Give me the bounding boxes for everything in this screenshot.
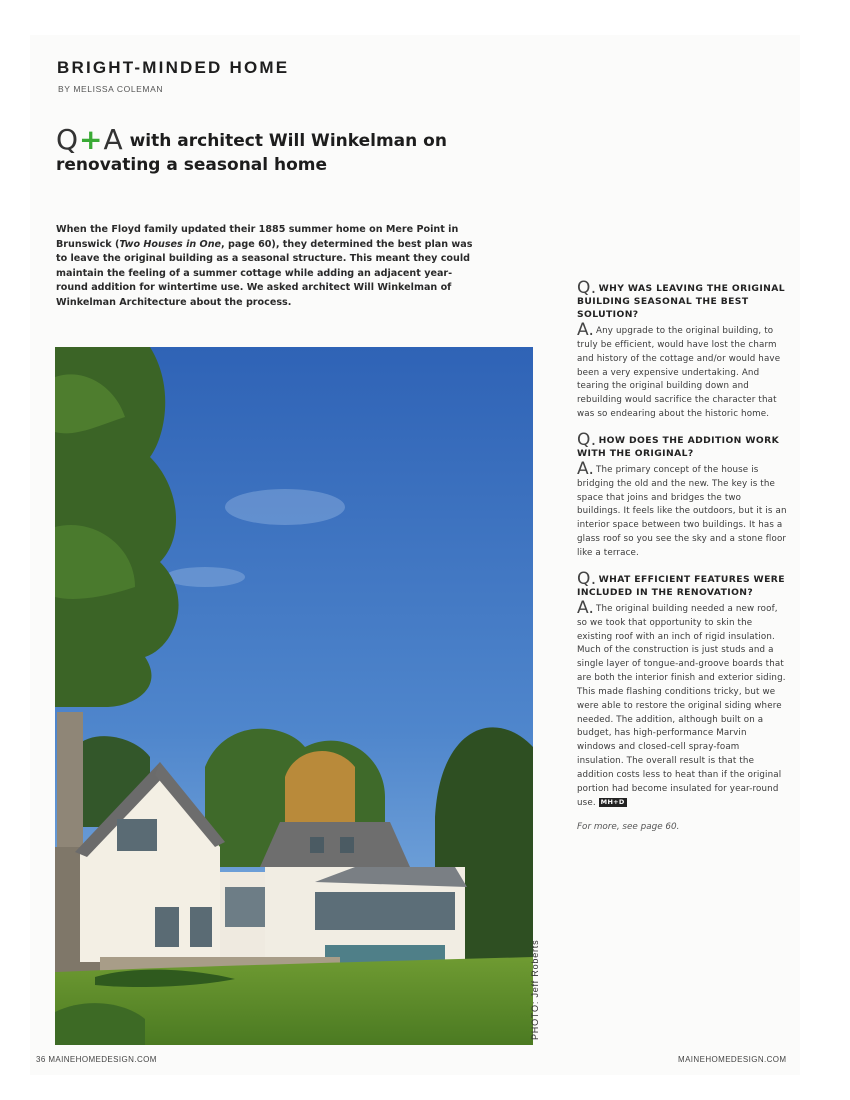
feature-title: [56, 123, 476, 177]
q-mark: Q.: [577, 568, 597, 589]
question-2: [577, 429, 787, 460]
qa-sidebar: [577, 278, 787, 833]
a-mark: A.: [577, 458, 595, 479]
question-3: [577, 568, 787, 599]
house-photo: [55, 347, 533, 1045]
see-more-note: For more, see page 60.: [577, 822, 680, 833]
question-3-text: WHAT EFFICIENT FEATURES WERE INCLUDED IN THE RENOVATION?: [577, 573, 785, 598]
section-title: BRIGHT-MINDED HOME: [57, 58, 290, 77]
answer-1: [577, 320, 787, 422]
photo-credit: PHOTO: Jeff Roberts: [530, 939, 540, 1040]
qa-logo: [56, 123, 124, 156]
answer-2-text: The primary concept of the house is bridging the old and the new. The key is the space that joins and bridges the two buildings. It feels like the outdoors, but it is an interior space between two buildings. It has a glass roof so you see the sky and a stone floor like a terrace.: [577, 464, 787, 558]
answer-2: [577, 458, 787, 561]
end-mark-badge: MH+D: [600, 797, 625, 806]
q-mark: Q.: [577, 429, 597, 450]
intro-text-1: When the Floyd family updated their 1885 summer home on Mere Point in Brunswick (: [56, 224, 459, 250]
question-1: [577, 278, 787, 321]
footer-page-number: 36 MAINEHOMEDESIGN.COM: [36, 1055, 157, 1064]
intro-paragraph: [56, 223, 482, 310]
intro-text-2: , page 60), they determined the best plan was to leave the original building as a seasonal structure. This meant they could maintain the feeling of a summer cottage while adding an adjacent year-round addition for wintertime use. We asked architect Will Winkelman of Winkelman Architecture about the process.: [56, 238, 473, 308]
a-mark: A.: [577, 597, 595, 618]
qa-logo-q: Q: [56, 123, 80, 156]
footer-website: MAINEHOMEDESIGN.COM: [678, 1055, 787, 1064]
feature-title-line1: with architect Will Winkelman on: [123, 131, 447, 151]
answer-1-text: Any upgrade to the original building, to truly be efficient, would have lost the charm and history of the cottage and/or would have been a very expensive undertaking. And tearing the original building down and rebuilding would sacrifice the character that was so endearing about the historic home.: [577, 326, 781, 420]
q-mark: Q.: [577, 278, 597, 298]
intro-italic-title: Two Houses in One: [119, 238, 222, 250]
question-1-text: WHY WAS LEAVING THE ORIGINAL BUILDING SEASONAL THE BEST SOLUTION?: [577, 283, 786, 320]
question-2-text: HOW DOES THE ADDITION WORK WITH THE ORIGINAL?: [577, 434, 780, 459]
byline: BY MELISSA COLEMAN: [58, 84, 164, 94]
qa-logo-plus: +: [79, 123, 104, 156]
qa-logo-a: A: [103, 123, 124, 156]
a-mark: A.: [577, 320, 595, 340]
feature-title-line2: renovating a seasonal home: [56, 155, 328, 175]
answer-3: [577, 597, 787, 811]
answer-3-text: The original building needed a new roof, so we took that opportunity to skin the existing roof with an inch of rigid insulation. Much of the construction is just studs and a single layer of tongue-and-groove boards that are both the interior finish and exterior siding. This made flashing conditions tricky, but we were able to restore the original siding where needed. The addition, although built on a budget, has high-performance Marvin windows and closed-cell spray-foam insulation. The overall result is that the addition costs less to heat than if the original portion had become insulated for year-round use.: [577, 603, 786, 808]
